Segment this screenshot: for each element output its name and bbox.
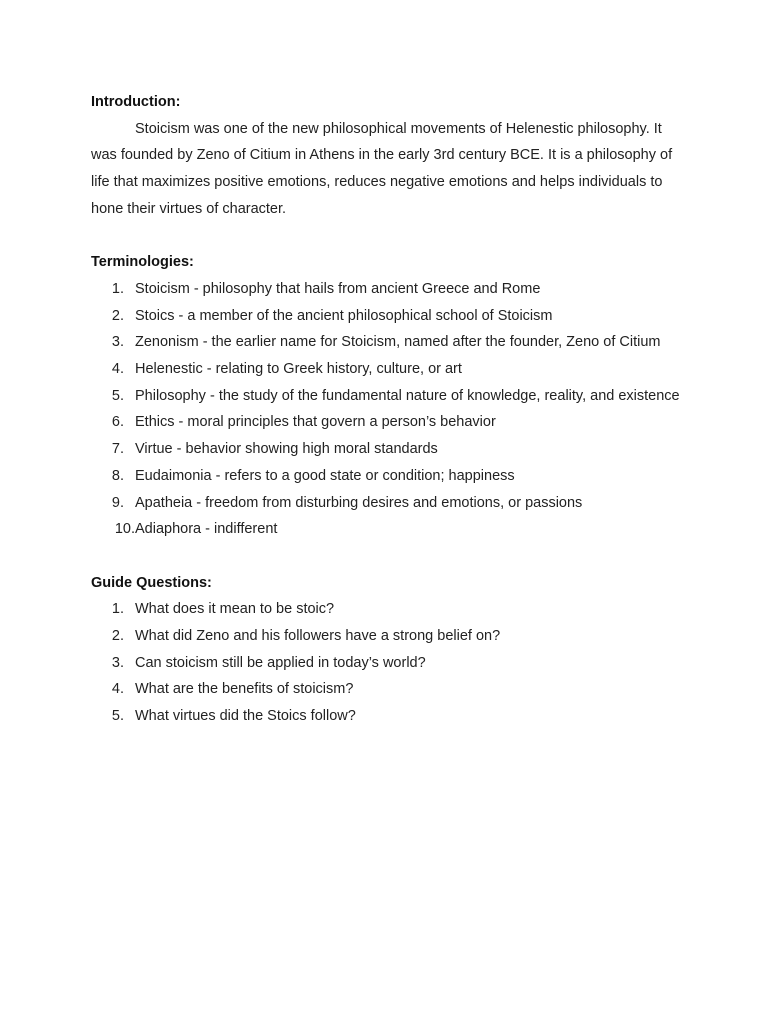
list-number: 3. <box>111 654 124 671</box>
introduction-section <box>91 89 691 223</box>
list-item <box>91 623 690 650</box>
list-text: Zenonism - the earlier name for Stoicism, named after the founder, Zeno of Citium <box>135 334 661 351</box>
guide-questions-heading: Guide Questions: <box>91 574 212 591</box>
list-number: 6. <box>111 414 124 431</box>
list-number: 8. <box>111 467 124 484</box>
terminologies-heading: Terminologies: <box>91 254 194 271</box>
guide-questions-list <box>91 596 691 730</box>
guide-questions-section <box>91 570 691 730</box>
list-item <box>91 703 690 730</box>
list-number: 7. <box>111 441 124 458</box>
list-item <box>91 329 690 356</box>
document-page <box>91 89 691 730</box>
list-item <box>91 383 690 410</box>
list-text: Can stoicism still be applied in today’s world? <box>135 654 426 671</box>
list-item <box>91 276 690 303</box>
list-item <box>91 650 690 677</box>
list-item <box>91 463 690 490</box>
list-number: 1. <box>111 280 124 297</box>
list-text: Stoicism - philosophy that hails from ancient Greece and Rome <box>135 280 541 297</box>
list-number: 5. <box>111 708 124 725</box>
list-text: What did Zeno and his followers have a strong belief on? <box>135 628 501 645</box>
list-item <box>91 409 690 436</box>
terminologies-section <box>91 249 691 543</box>
list-text: Ethics - moral principles that govern a person’s behavior <box>135 414 496 431</box>
list-number: 3. <box>111 334 124 351</box>
list-text: Eudaimonia - refers to a good state or condition; happiness <box>135 467 515 484</box>
introduction-paragraph: Stoicism was one of the new philosophical movements of Helenestic philosophy. It was founded by Zeno of Citium in Athens in the early 3rd century BCE. It is a philosophy of life that maximizes positive emotions, reduces negative emotions and helps individuals to hone their virtues of character. <box>91 120 673 217</box>
list-number: 2. <box>111 307 124 324</box>
list-text: What are the benefits of stoicism? <box>135 681 354 698</box>
list-item <box>91 490 690 517</box>
list-number: 9. <box>111 494 124 511</box>
list-number: 10. <box>114 521 135 538</box>
section-spacer <box>91 223 691 250</box>
terminologies-list <box>91 276 691 543</box>
list-text: What virtues did the Stoics follow? <box>135 708 356 725</box>
list-number: 4. <box>111 681 124 698</box>
list-item <box>91 516 690 543</box>
list-text: What does it mean to be stoic? <box>135 601 335 618</box>
section-spacer <box>91 543 691 570</box>
list-text: Helenestic - relating to Greek history, culture, or art <box>135 361 462 378</box>
list-item <box>91 356 690 383</box>
list-item <box>91 303 690 330</box>
list-item <box>91 436 690 463</box>
list-number: 4. <box>111 361 124 378</box>
list-text: Adiaphora - indifferent <box>135 521 278 538</box>
list-number: 5. <box>111 387 124 404</box>
introduction-heading: Introduction: <box>91 94 181 110</box>
list-item <box>91 676 690 703</box>
list-text: Virtue - behavior showing high moral standards <box>135 441 438 458</box>
list-number: 2. <box>111 628 124 645</box>
list-text: Apatheia - freedom from disturbing desires and emotions, or passions <box>135 494 583 511</box>
list-text: Philosophy - the study of the fundamental nature of knowledge, reality, and existence <box>135 387 680 404</box>
list-item <box>91 596 690 623</box>
list-text: Stoics - a member of the ancient philosophical school of Stoicism <box>135 307 553 324</box>
list-number: 1. <box>111 601 124 618</box>
